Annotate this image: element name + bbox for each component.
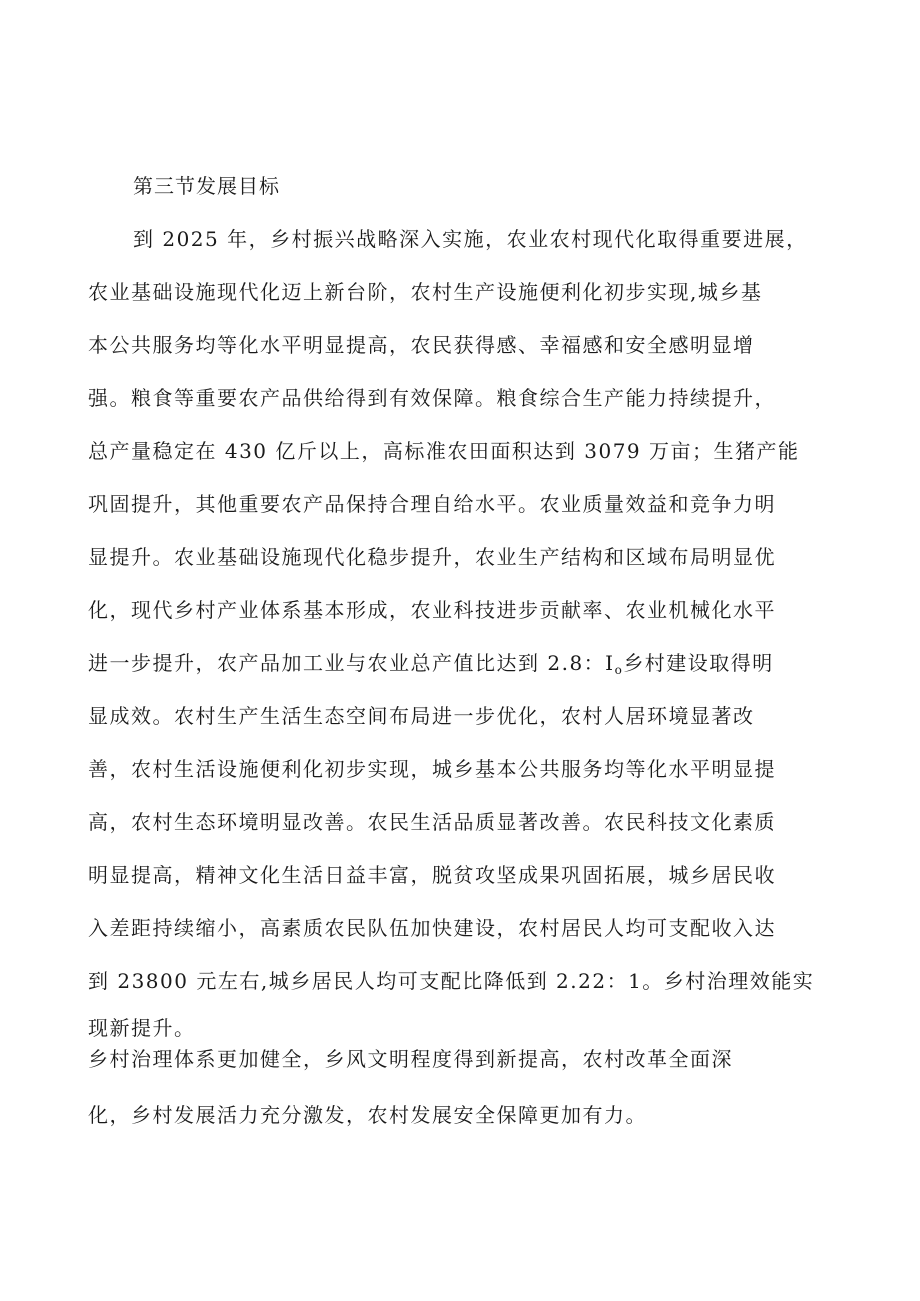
- section-heading: 第三节发展目标: [133, 174, 280, 198]
- paragraph-line: 入差距持续缩小，高素质农民队伍加快建设，农村居民人均可支配收入达: [88, 916, 776, 940]
- paragraph-line: 显成效。农村生产生活生态空间布局进一步优化，农村人居环境显著改: [88, 704, 755, 728]
- subscript-mark: o: [614, 663, 624, 677]
- paragraph-line: 乡村治理体系更加健全，乡风文明程度得到新提高，农村改革全面深: [88, 1047, 733, 1071]
- paragraph-line: 明显提高，精神文化生活日益丰富，脱贫攻坚成果巩固拓展，城乡居民收: [88, 863, 776, 887]
- paragraph-line: 化，现代乡村产业体系基本形成，农业科技进步贡献率、农业机械化水平: [88, 598, 776, 622]
- paragraph-line: 总产量稳定在 430 亿斤以上，高标准农田面积达到 3079 万亩；生猪产能: [88, 439, 800, 463]
- paragraph-line: 本公共服务均等化水平明显提高，农民获得感、幸福感和安全感明显增: [88, 333, 755, 357]
- paragraph-line: [88, 649, 774, 684]
- line-text: 乡村建设取得明: [623, 651, 774, 675]
- paragraph-line: 农业基础设施现代化迈上新台阶，农村生产设施便利化初步实现,城乡基: [88, 280, 763, 304]
- line-text: 进一步提升，农产品加工业与农业总产值比达到 2.8：I: [88, 651, 615, 675]
- paragraph-line: 巩固提升，其他重要农产品保持合理自给水平。农业质量效益和竞争力明: [88, 492, 776, 516]
- paragraph-line: 到 2025 年，乡村振兴战略深入实施，农业农村现代化取得重要进展，: [133, 227, 808, 251]
- paragraph-line: 显提升。农业基础设施现代化稳步提升，农业生产结构和区域布局明显优: [88, 545, 776, 569]
- paragraph-line: 善，农村生活设施便利化初步实现，城乡基本公共服务均等化水平明显提: [88, 757, 776, 781]
- paragraph-line: 到 23800 元左右,城乡居民人均可支配比降低到 2.22：1。乡村治理效能实: [88, 969, 815, 993]
- paragraph-line: 现新提升。: [88, 1016, 196, 1040]
- paragraph-line: 高，农村生态环境明显改善。农民生活品质显著改善。农民科技文化素质: [88, 810, 776, 834]
- paragraph-line: 强。粮食等重要农产品供给得到有效保障。粮食综合生产能力持续提升，: [88, 386, 776, 410]
- paragraph-line: 化，乡村发展活力充分激发，农村发展安全保障更加有力。: [88, 1103, 647, 1127]
